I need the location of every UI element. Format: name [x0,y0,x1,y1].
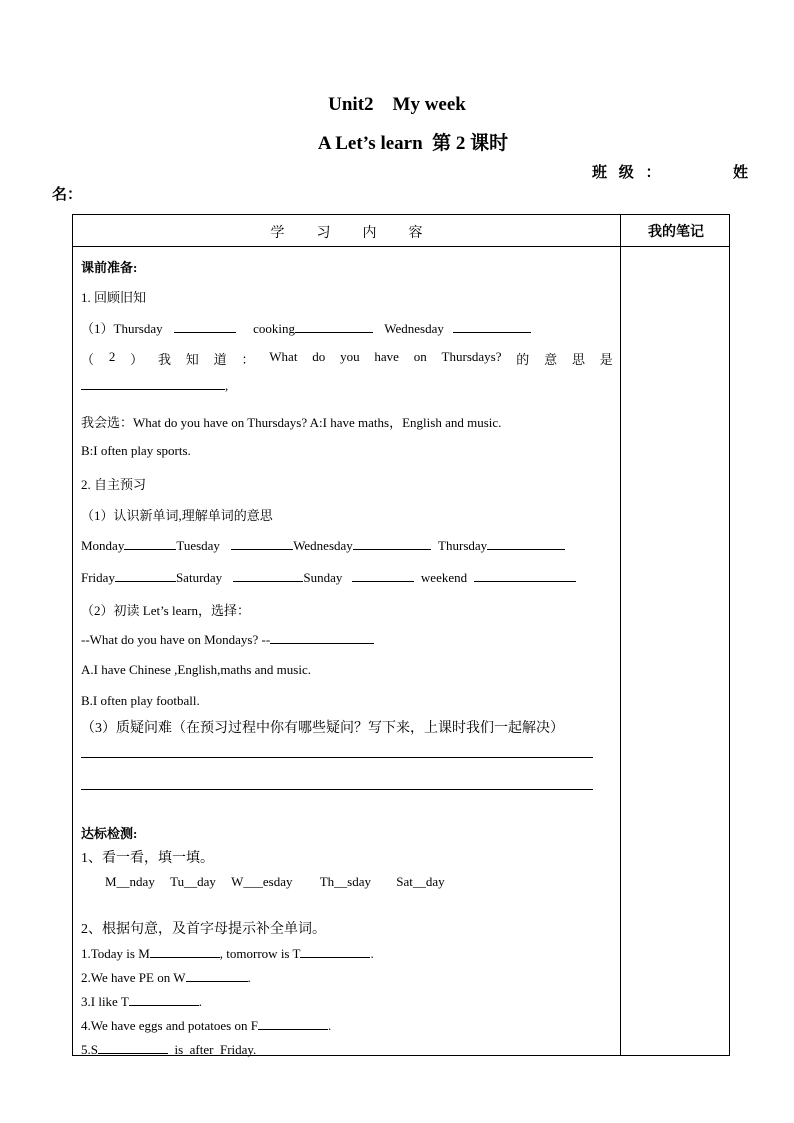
class-label: 班 级 ： [592,165,665,181]
notes-column-area[interactable] [621,247,730,1055]
blank-input[interactable] [115,569,176,582]
name-label-part2: 名： [52,187,83,203]
blank-input[interactable] [150,945,220,958]
blank-input[interactable] [186,969,248,982]
name-label-part1: 姓 [733,165,749,181]
check-heading: 达标检测: [81,826,138,841]
days-row-2: Friday Saturday Sunday weekend [81,569,576,586]
answer-line[interactable] [81,757,593,758]
blank-input[interactable] [453,320,531,333]
check-q2-item-1: 1.Today is M , tomorrow is T . [81,946,374,961]
choose-question: 我会选：What do you have on Thursdays? A:I have maths，English and music. [81,415,502,430]
check-q2-item-2: 2.We have PE on W . [81,970,251,985]
review-q2: （ 2 ） 我 知 道 ： What do you have on Thursdays? 的 意 思 是 [81,349,613,367]
blank-input[interactable] [233,569,303,582]
blank-input[interactable] [174,320,236,333]
blank-input[interactable] [81,377,225,390]
days-row-1: Monday Tuesday Wednesday Thursday [81,537,565,554]
prep-heading: 课前准备: [81,260,138,275]
notes-header: 我的笔记 [648,225,704,240]
blank-input[interactable] [124,537,176,550]
first-read-instruction: （2）初读 Let’s learn，选择： [81,603,250,618]
blank-input[interactable] [487,537,565,550]
worksheet-table [72,214,730,1056]
blank-input[interactable] [270,631,374,644]
check-q2-item-3: 3.I like T . [81,994,203,1009]
check-q1-title: 1、看一看，填一填。 [81,851,214,866]
study-content-header: 学 习 内 容 [270,226,423,241]
preview-title: 2. 自主预习 [81,477,147,492]
new-words-instruction: （1）认识新单词,理解单词的意思 [81,508,273,523]
blank-input[interactable] [300,945,370,958]
questions-instruction: （3）质疑问难（在预习过程中你有哪些疑问？写下来，上课时我们一起解决） [81,721,564,736]
blank-input[interactable] [474,569,576,582]
worksheet-title: Unit2 My week [328,94,466,115]
check-q2-item-5: 5.S is after Friday. [81,1042,257,1057]
review-title: 1. 回顾旧知 [81,290,147,305]
blank-input[interactable] [231,537,293,550]
choose-option-b: B:I often play sports. [81,443,191,458]
blank-input[interactable] [353,537,431,550]
check-q2-item-4: 4.We have eggs and potatoes on F . [81,1018,332,1033]
first-read-option-a: A.I have Chinese ,English,maths and music. [81,662,311,677]
blank-input[interactable] [129,993,199,1006]
check-q1-items: M__nday Tu__day W___esday Th__sday Sat__day [105,874,445,889]
worksheet-subtitle: A Let’s learn 第 2 课时 [317,133,509,154]
blank-input[interactable] [258,1017,328,1030]
answer-line[interactable] [81,789,593,790]
check-q2-title: 2、根据句意，及首字母提示补全单词。 [81,922,326,937]
first-read-question: --What do you have on Mondays? -- [81,631,374,648]
blank-input[interactable] [98,1041,168,1054]
blank-input[interactable] [295,320,373,333]
review-q2-answer: , [81,377,228,394]
blank-input[interactable] [352,569,414,582]
review-q1: （1）Thursday cooking Wednesday [81,318,531,337]
first-read-option-b: B.I often play football. [81,693,200,708]
